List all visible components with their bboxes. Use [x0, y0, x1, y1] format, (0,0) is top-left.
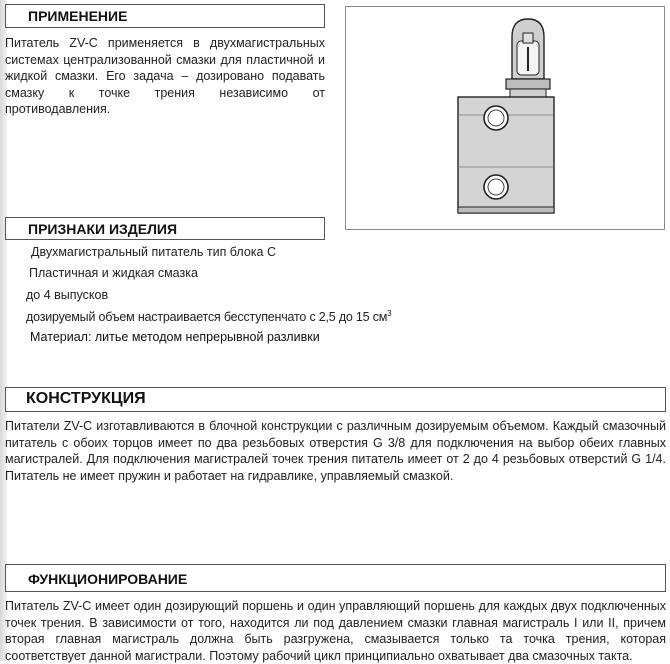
section-heading-design: КОНСТРУКЦИЯ: [5, 387, 666, 412]
design-text: Питатели ZV-C изготавливаются в блочной конструкции с различным дозируемым объемом. Каждый смазочный питатель с обоих торцов имеет по два резьбовых отверстия G 3/8 для подключения на выбор обеих главных магистралей. Для подключения магистралей точек трения питатель имеет от 2 до 4 резьбовых отверстий G 1/4. Питатель не имеет пружин и работает на гидравлике, управляемый смазкой.: [5, 419, 666, 483]
feature-item-4-text: дозируемый объем настраивается бесступенчато с 2,5 до 15 см: [26, 310, 388, 325]
feature-item-3: до 4 выпусков: [26, 288, 109, 302]
product-figure: [345, 6, 665, 230]
section-heading-operation: ФУНКЦИОНИРОВАНИЕ: [5, 564, 666, 592]
section-heading-application: ПРИМЕНЕНИЕ: [5, 4, 325, 28]
feature-item-1: Двухмагистральный питатель тип блока C: [31, 245, 276, 259]
cubic-superscript: 3: [387, 309, 392, 318]
operation-text: Питатель ZV-C имеет один дозирующий поршень и один управляющий поршень для каждых двух подключенных точек трения. В зависимости от того, находится ли под давлением смазки главная магистраль I или II, причем вторая главная магистраль должна быть разгружена, смазывается только та точка трения, которая соответствует данной магистрали. Поэтому рабочий цикл принципиально охватывает два смазочных такта.: [5, 599, 666, 663]
distributor-block-image: [346, 7, 664, 229]
application-text: Питатель ZV-C применяется в двухмагистральных системах централизованной смазки для пластичной и жидкой смазки. Его задача – дозировано подавать смазку к точке трения независимо от противодавления.: [5, 36, 325, 117]
feature-item-5: Материал: литье методом непрерывной разливки: [30, 330, 320, 344]
feature-item-4: [26, 309, 391, 324]
feature-item-2: Пластичная и жидкая смазка: [29, 266, 198, 280]
section-heading-features: ПРИЗНАКИ ИЗДЕЛИЯ: [5, 217, 325, 240]
